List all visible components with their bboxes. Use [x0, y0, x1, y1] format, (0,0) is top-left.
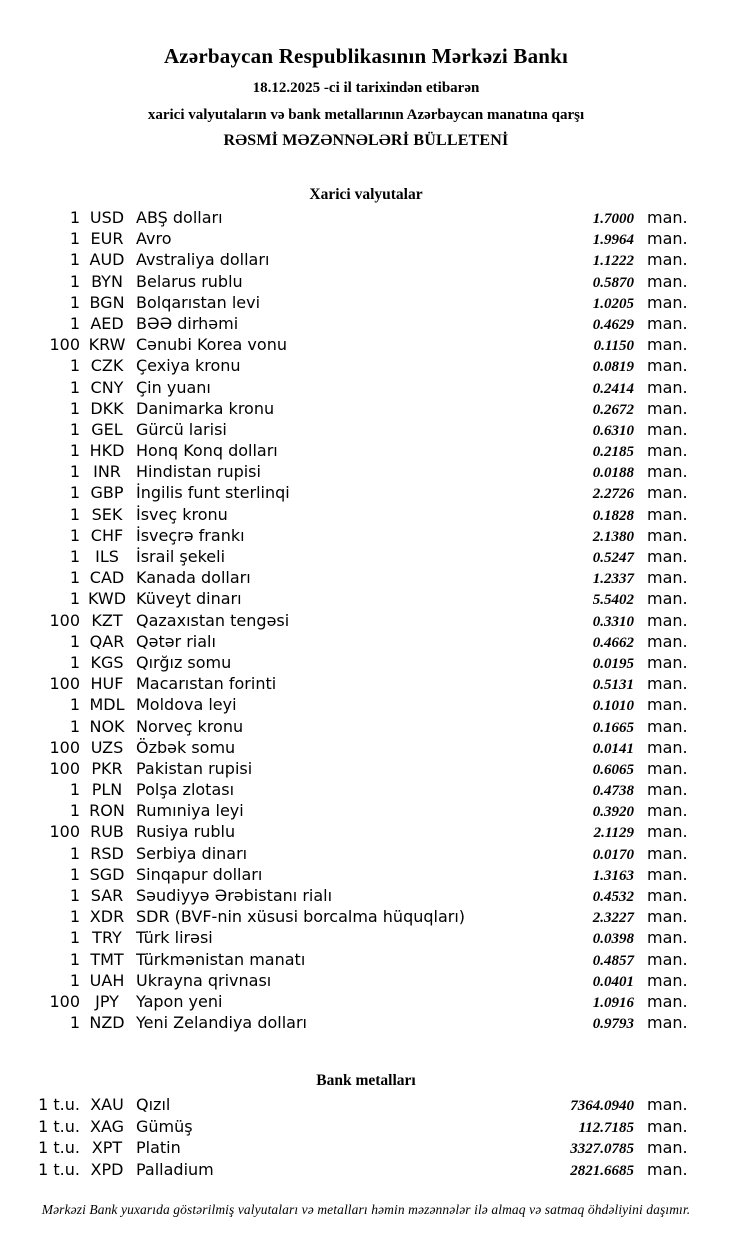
currency-code-cell: KZT — [91, 610, 123, 630]
currency-name-cell: Polşa zlotası — [136, 780, 235, 800]
metal-table — [0, 1095, 732, 1181]
currency-name-cell: Rusiya rublu — [136, 822, 236, 842]
quantity-cell: 1 — [69, 801, 80, 821]
effective-date-line: 18.12.2025 -ci il tarixindən etibarən — [252, 80, 480, 96]
rate-value-cell: 0.5870 — [592, 274, 634, 291]
unit-label: man. — [647, 631, 688, 651]
quantity-cell: 1 — [69, 462, 80, 482]
currency-code-cell: RUB — [90, 822, 124, 842]
rate-value-cell: 0.4532 — [592, 889, 634, 905]
metals-section-title: Bank metalları — [316, 1072, 416, 1090]
quantity-cell: 100 — [49, 991, 80, 1011]
currency-code-cell: NZD — [89, 1013, 125, 1033]
rate-value-cell: 0.0401 — [592, 973, 634, 990]
quantity-cell: 1 — [69, 419, 80, 439]
unit-label: man. — [647, 674, 688, 694]
quantity-cell: 1 t.u. — [38, 1095, 80, 1115]
currency-code-cell: HKD — [89, 441, 125, 461]
rate-value-cell: 0.0188 — [592, 465, 634, 482]
quantity-cell: 1 — [69, 1013, 80, 1033]
unit-label: man. — [647, 970, 688, 990]
quantity-cell: 1 — [69, 483, 80, 503]
rate-value-cell: 0.2414 — [592, 380, 634, 397]
table-row — [36, 356, 686, 377]
table-row — [36, 335, 686, 356]
currency-name-cell: İsrail şekeli — [136, 547, 226, 566]
quantity-cell: 1 — [69, 229, 80, 249]
bulletin-title: RƏSMİ MƏZƏNNƏLƏRİ BÜLLETENİ — [223, 132, 509, 149]
quantity-cell: 1 — [69, 652, 80, 672]
currency-name-cell: Serbiya dinarı — [136, 843, 248, 863]
table-row — [36, 759, 686, 780]
table-row — [36, 208, 686, 229]
table-row — [36, 632, 686, 653]
unit-label: man. — [647, 1013, 688, 1033]
rate-value-cell: 2.1380 — [592, 528, 634, 545]
unit-label: man. — [647, 991, 688, 1011]
currency-name-cell: Çin yuanı — [136, 377, 211, 397]
currency-name-cell: Ukrayna qrivnası — [136, 970, 272, 990]
rate-value-cell: 0.4857 — [592, 952, 634, 969]
rate-value-cell: 3327.0785 — [570, 1141, 634, 1158]
rate-value-cell: 1.0916 — [592, 994, 634, 1011]
currency-code-cell: RSD — [90, 843, 124, 863]
table-row — [36, 229, 686, 250]
currency-code-cell: KRW — [88, 335, 126, 355]
unit-label: man. — [647, 907, 688, 927]
currency-name-cell: Bolqarıstan levi — [136, 292, 261, 312]
table-row — [36, 801, 686, 822]
table-row — [36, 399, 686, 420]
unit-label: man. — [647, 1095, 688, 1115]
rate-value-cell: 0.1665 — [592, 719, 634, 736]
table-row — [36, 1117, 686, 1139]
quantity-cell: 1 t.u. — [38, 1116, 80, 1136]
quantity-cell: 1 — [69, 928, 80, 948]
currency-table — [0, 208, 732, 1034]
rate-value-cell: 0.9793 — [592, 1016, 634, 1033]
currency-name-cell: Palladium — [136, 1159, 214, 1179]
unit-label: man. — [647, 525, 688, 545]
rate-value-cell: 0.5247 — [592, 550, 634, 566]
quantity-cell: 1 — [69, 271, 80, 291]
rate-value-cell: 1.2337 — [592, 571, 634, 588]
table-row — [36, 526, 686, 547]
unit-label: man. — [647, 398, 688, 418]
currency-code-cell: NOK — [89, 716, 125, 736]
unit-label: man. — [647, 356, 688, 376]
table-row — [36, 378, 686, 399]
currency-name-cell: Küveyt dinarı — [136, 589, 242, 609]
unit-label: man. — [647, 483, 688, 503]
table-row — [36, 293, 686, 314]
table-row — [36, 971, 686, 992]
currency-name-cell: BƏƏ dirhəmi — [136, 313, 239, 333]
currency-code-cell: XDR — [89, 907, 125, 927]
quantity-cell: 100 — [49, 335, 80, 355]
currency-name-cell: Hindistan rupisi — [136, 462, 261, 482]
quantity-cell: 1 — [69, 949, 80, 969]
unit-label: man. — [647, 780, 688, 800]
table-row — [36, 505, 686, 526]
rate-value-cell: 0.1010 — [592, 698, 634, 715]
rate-value-cell: 7364.0940 — [570, 1098, 634, 1115]
unit-label: man. — [647, 843, 688, 863]
rate-value-cell: 0.0170 — [592, 846, 634, 863]
currency-code-cell: SAR — [90, 886, 124, 905]
table-row — [36, 589, 686, 610]
rate-value-cell: 0.5131 — [592, 677, 634, 694]
unit-label: man. — [647, 949, 688, 969]
rate-value-cell: 1.3163 — [592, 867, 634, 884]
table-row — [36, 611, 686, 632]
currency-name-cell: Səudiyyə Ərəbistanı rialı — [136, 886, 333, 905]
unit-label: man. — [647, 229, 688, 249]
scope-line: xarici valyutaların və bank metallarının Azərbaycan manatına qarşı — [147, 107, 585, 123]
unit-label: man. — [647, 377, 688, 397]
quantity-cell: 1 — [69, 250, 80, 270]
unit-label: man. — [647, 610, 688, 630]
currency-name-cell: Gümüş — [136, 1116, 193, 1136]
quantity-cell: 1 — [69, 886, 80, 905]
rate-value-cell: 0.0141 — [592, 740, 634, 757]
quantity-cell: 1 t.u. — [38, 1138, 80, 1158]
quantity-cell: 100 — [49, 674, 80, 694]
currency-code-cell: KWD — [87, 589, 127, 609]
unit-label: man. — [647, 271, 688, 291]
table-row — [36, 250, 686, 271]
quantity-cell: 1 — [69, 907, 80, 927]
rate-value-cell: 0.3920 — [592, 804, 634, 821]
table-row — [36, 462, 686, 483]
currency-code-cell: PKR — [91, 758, 123, 778]
quantity-cell: 100 — [49, 758, 80, 778]
currency-name-cell: ABŞ dolları — [136, 208, 223, 227]
currency-code-cell: ILS — [95, 547, 119, 566]
currency-name-cell: Moldova leyi — [136, 695, 237, 715]
rate-value-cell: 2.2726 — [592, 486, 634, 503]
rate-value-cell: 2.1129 — [593, 825, 634, 842]
unit-label: man. — [647, 504, 688, 524]
unit-label: man. — [647, 652, 688, 672]
table-row — [36, 886, 686, 907]
table-row — [36, 1138, 686, 1160]
quantity-cell: 1 t.u. — [38, 1159, 80, 1179]
currency-code-cell: CNY — [90, 377, 124, 397]
unit-label: man. — [647, 547, 688, 566]
currency-code-cell: XAG — [89, 1116, 125, 1136]
table-row — [36, 695, 686, 716]
quantity-cell: 1 — [69, 970, 80, 990]
unit-label: man. — [647, 292, 688, 312]
currency-code-cell: AUD — [89, 250, 125, 270]
quantity-cell: 1 — [69, 568, 80, 588]
currency-code-cell: QAR — [89, 631, 125, 651]
currency-name-cell: Belarus rublu — [136, 271, 243, 291]
table-row — [36, 822, 686, 843]
unit-label: man. — [647, 313, 688, 333]
rate-value-cell: 0.0819 — [592, 359, 634, 376]
currency-name-cell: Yeni Zelandiya dolları — [136, 1013, 307, 1033]
currency-name-cell: Pakistan rupisi — [136, 758, 253, 778]
currency-name-cell: Qızıl — [136, 1095, 171, 1115]
currency-name-cell: İsveç kronu — [136, 504, 228, 524]
table-row — [36, 441, 686, 462]
unit-label: man. — [647, 737, 688, 757]
currency-code-cell: UAH — [89, 970, 125, 990]
currency-name-cell: İsveçrə frankı — [136, 525, 245, 545]
unit-label: man. — [647, 886, 688, 905]
currency-code-cell: JPY — [95, 991, 119, 1011]
unit-label: man. — [647, 419, 688, 439]
currency-name-cell: Gürcü larisi — [136, 419, 227, 439]
table-row — [36, 420, 686, 441]
currency-name-cell: Norveç kronu — [136, 716, 244, 736]
unit-label: man. — [647, 928, 688, 948]
rate-value-cell: 0.2185 — [592, 444, 634, 461]
quantity-cell: 1 — [69, 313, 80, 333]
unit-label: man. — [647, 716, 688, 736]
quantity-cell: 1 — [69, 631, 80, 651]
currency-name-cell: Kanada dolları — [136, 568, 251, 588]
rate-value-cell: 1.1222 — [592, 253, 634, 270]
rate-value-cell: 0.3310 — [592, 613, 634, 630]
currency-name-cell: Cənubi Korea vonu — [136, 335, 287, 355]
table-row — [36, 844, 686, 865]
quantity-cell: 1 — [69, 525, 80, 545]
rate-value-cell: 2.3227 — [592, 910, 634, 927]
rate-value-cell: 0.6065 — [592, 761, 634, 778]
unit-label: man. — [647, 1116, 688, 1136]
rate-value-cell: 0.0195 — [592, 655, 634, 672]
currency-name-cell: Yapon yeni — [136, 991, 223, 1011]
quantity-cell: 1 — [69, 377, 80, 397]
table-row — [36, 1160, 686, 1182]
unit-label: man. — [647, 758, 688, 778]
currency-code-cell: USD — [89, 208, 125, 227]
disclaimer-note: Mərkəzi Bank yuxarıda göstərilmiş valyutaları və metalları həmin məzənnələr ilə almaq və satmaq öhdəliyini daşımır. — [41, 1202, 691, 1218]
currency-code-cell: RON — [89, 801, 125, 821]
currency-code-cell: UZS — [90, 737, 124, 757]
table-row — [36, 547, 686, 568]
currency-code-cell: EUR — [90, 229, 124, 249]
currency-code-cell: BYN — [91, 271, 123, 291]
currency-name-cell: Qazaxıstan tengəsi — [136, 610, 290, 630]
unit-label: man. — [647, 822, 688, 842]
currency-name-cell: SDR (BVF-nin xüsusi borcalma hüquqları) — [136, 907, 466, 927]
table-row — [36, 717, 686, 738]
unit-label: man. — [647, 568, 688, 588]
currency-name-cell: Sinqapur dolları — [136, 864, 263, 884]
quantity-cell: 1 — [69, 292, 80, 312]
rate-value-cell: 0.1828 — [592, 507, 634, 524]
currency-code-cell: AED — [90, 313, 124, 333]
quantity-cell: 1 — [69, 695, 80, 715]
table-row — [36, 907, 686, 928]
quantity-cell: 1 — [69, 547, 80, 566]
bank-name-title: Azərbaycan Respublikasının Mərkəzi Bankı — [163, 44, 569, 68]
currency-code-cell: XAU — [90, 1095, 124, 1115]
quantity-cell: 1 — [69, 208, 80, 227]
quantity-cell: 100 — [49, 822, 80, 842]
quantity-cell: 100 — [49, 610, 80, 630]
quantity-cell: 1 — [69, 716, 80, 736]
unit-label: man. — [647, 250, 688, 270]
rate-value-cell: 5.5402 — [592, 592, 634, 609]
currency-code-cell: XPT — [91, 1138, 123, 1158]
currency-name-cell: Qətər rialı — [136, 631, 216, 651]
currency-name-cell: Danimarka kronu — [136, 398, 275, 418]
currency-code-cell: XPD — [90, 1159, 124, 1179]
currency-code-cell: TRY — [92, 928, 122, 948]
currency-name-cell: Avstraliya dolları — [136, 250, 270, 270]
table-row — [36, 992, 686, 1013]
currencies-section-title: Xarici valyutalar — [309, 186, 423, 203]
quantity-cell: 1 — [69, 441, 80, 461]
rate-value-cell: 0.1150 — [593, 338, 634, 355]
currency-code-cell: DKK — [90, 398, 124, 418]
unit-label: man. — [647, 801, 688, 821]
quantity-cell: 1 — [69, 864, 80, 884]
unit-label: man. — [647, 441, 688, 461]
unit-label: man. — [647, 462, 688, 482]
rate-value-cell: 1.7000 — [592, 211, 634, 227]
quantity-cell: 1 — [69, 589, 80, 609]
table-row — [36, 653, 686, 674]
unit-label: man. — [647, 335, 688, 355]
table-row — [36, 928, 686, 949]
rate-value-cell: 0.4662 — [592, 634, 634, 651]
quantity-cell: 1 — [69, 504, 80, 524]
quantity-cell: 1 — [69, 780, 80, 800]
rate-value-cell: 1.9964 — [592, 232, 634, 249]
table-row — [36, 1013, 686, 1034]
currency-code-cell: INR — [93, 462, 121, 482]
unit-label: man. — [647, 864, 688, 884]
table-row — [36, 950, 686, 971]
rate-value-cell: 112.7185 — [578, 1119, 634, 1136]
currency-name-cell: Özbək somu — [136, 737, 236, 757]
currency-name-cell: Rumıniya leyi — [136, 801, 244, 821]
currency-name-cell: İngilis funt sterlinqi — [136, 483, 290, 503]
currency-code-cell: SEK — [91, 504, 123, 524]
quantity-cell: 1 — [69, 398, 80, 418]
rate-value-cell: 0.4629 — [592, 316, 634, 333]
currency-code-cell: CHF — [90, 525, 124, 545]
unit-label: man. — [647, 589, 688, 609]
currency-code-cell: BGN — [89, 292, 125, 312]
rate-value-cell: 1.0205 — [592, 295, 634, 312]
currency-code-cell: TMT — [90, 949, 124, 969]
table-row — [36, 1095, 686, 1117]
currency-name-cell: Avro — [136, 229, 172, 249]
unit-label: man. — [647, 208, 688, 227]
currency-code-cell: GBP — [90, 483, 124, 503]
table-row — [36, 865, 686, 886]
currency-name-cell: Qırğız somu — [136, 652, 232, 672]
currency-code-cell: KGS — [90, 652, 124, 672]
unit-label: man. — [647, 1159, 688, 1179]
currency-code-cell: PLN — [91, 780, 123, 800]
currency-name-cell: Platin — [136, 1138, 181, 1158]
table-row — [36, 780, 686, 801]
rate-value-cell: 0.0398 — [592, 931, 634, 948]
table-row — [36, 568, 686, 589]
currency-name-cell: Türk lirəsi — [136, 928, 213, 948]
table-row — [36, 738, 686, 759]
table-row — [36, 674, 686, 695]
currency-code-cell: HUF — [90, 674, 124, 694]
currency-name-cell: Honq Konq dolları — [136, 441, 278, 461]
currency-code-cell: MDL — [89, 695, 125, 715]
currency-name-cell: Çexiya kronu — [136, 356, 241, 376]
quantity-cell: 1 — [69, 843, 80, 863]
rate-value-cell: 2821.6685 — [570, 1162, 634, 1179]
currency-code-cell: CZK — [90, 356, 124, 376]
currency-name-cell: Macarıstan forinti — [136, 674, 277, 694]
table-row — [36, 483, 686, 504]
table-row — [36, 314, 686, 335]
rate-value-cell: 0.2672 — [592, 401, 634, 418]
quantity-cell: 1 — [69, 356, 80, 376]
currency-name-cell: Türkmənistan manatı — [136, 949, 306, 969]
unit-label: man. — [647, 1138, 688, 1158]
table-row — [36, 272, 686, 293]
currency-code-cell: GEL — [91, 419, 123, 439]
unit-label: man. — [647, 695, 688, 715]
currency-code-cell: SGD — [89, 864, 125, 884]
currency-code-cell: CAD — [89, 568, 125, 588]
rate-value-cell: 0.4738 — [592, 783, 634, 800]
rate-value-cell: 0.6310 — [592, 422, 634, 439]
quantity-cell: 100 — [49, 737, 80, 757]
